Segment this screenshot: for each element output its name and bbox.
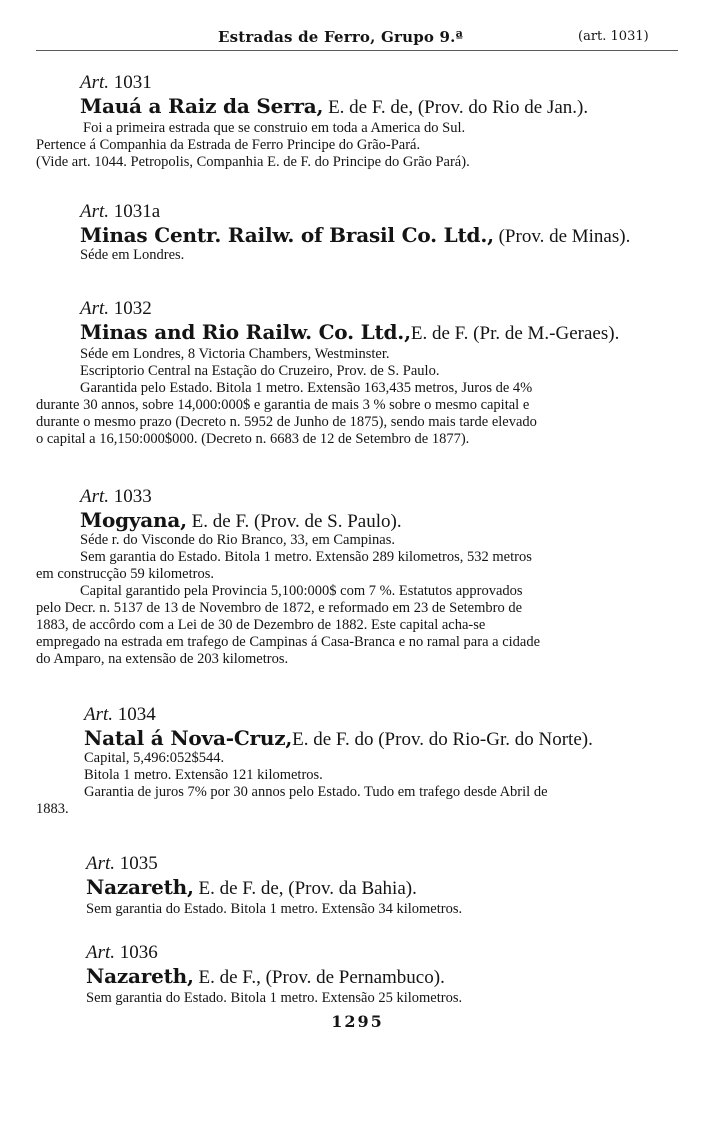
entry-heading — [84, 726, 593, 751]
entry-text-line: Sem garantia do Estado. Bitola 1 metro. Extensão 34 kilometros. — [86, 901, 463, 917]
railway-location: E. de F. de, (Prov. da Bahia). — [193, 878, 417, 899]
entry-text-line: empregado na estrada em trafego de Campinas á Casa-Branca e no ramal para a cidade — [36, 634, 541, 650]
running-head-article-ref: (art. 1031) — [578, 29, 649, 44]
entry-text-line: Capital garantido pela Provincia 5,100:000$ com 7 %. Estatutos approvados — [80, 583, 523, 599]
entry-text-line: Séde r. do Visconde do Rio Branco, 33, em Campinas. — [80, 532, 395, 548]
railway-name: Minas and Rio Railw. Co. Ltd., — [80, 320, 411, 344]
entry-text-line: do Amparo, na extensão de 203 kilometros. — [36, 651, 289, 667]
article-number: Art. 1032 — [80, 298, 152, 319]
article-number: Art. 1031a — [80, 201, 161, 222]
railway-name: Nazareth, — [86, 875, 194, 899]
entry-text-line: Sem garantia do Estado. Bitola 1 metro. Extensão 25 kilometros. — [86, 990, 463, 1006]
entry-text-line: Foi a primeira estrada que se construio em toda a America do Sul. — [83, 120, 466, 136]
railway-name: Natal á Nova-Cruz, — [84, 726, 293, 750]
entry-text-line: Garantia de juros 7% por 30 annos pelo Estado. Tudo em trafego desde Abril de — [84, 784, 548, 800]
page-number: 1295 — [331, 1012, 384, 1031]
entry-text-line: Bitola 1 metro. Extensão 121 kilometros. — [84, 767, 323, 783]
railway-name: Mogyana, — [80, 508, 187, 532]
header-rule — [36, 50, 678, 51]
entry-text-line: Pertence á Companhia da Estrada de Ferro Principe do Grão-Pará. — [36, 137, 421, 153]
entry-text-line: Capital, 5,496:052$544. — [84, 750, 225, 766]
railway-location: E. de F. de, (Prov. do Rio de Jan.). — [323, 97, 589, 118]
entry-text-line: Sem garantia do Estado. Bitola 1 metro. Extensão 289 kilometros, 532 metros — [80, 549, 532, 565]
railway-name: Nazareth, — [86, 964, 194, 988]
entry-heading — [80, 320, 619, 345]
article-number: Art. 1031 — [80, 72, 152, 93]
article-number: Art. 1033 — [80, 486, 152, 507]
entry-text-line: Escriptorio Central na Estação do Cruzeiro, Prov. de S. Paulo. — [80, 363, 440, 379]
running-head-title: Estradas de Ferro, Grupo 9.ª — [218, 28, 464, 46]
article-number: Art. 1035 — [86, 853, 158, 874]
entry-text-line: 1883. — [36, 801, 69, 817]
entry-heading — [80, 223, 630, 248]
entry-heading — [80, 94, 588, 119]
entry-text-line: Séde em Londres, 8 Victoria Chambers, Westminster. — [80, 346, 390, 362]
railway-name: Mauá a Raiz da Serra, — [80, 94, 324, 118]
railway-name: Minas Centr. Railw. of Brasil Co. Ltd., — [80, 223, 494, 247]
railway-location: E. de F. do (Prov. do Rio-Gr. do Norte). — [292, 729, 593, 750]
entry-heading — [86, 964, 445, 989]
entry-text-line: em construcção 59 kilometros. — [36, 566, 214, 582]
entry-text-line: Garantida pelo Estado. Bitola 1 metro. Extensão 163,435 metros, Juros de 4% — [80, 380, 533, 396]
entry-heading — [86, 875, 417, 900]
railway-location: E. de F. (Prov. de S. Paulo). — [186, 511, 402, 532]
entry-text-line: durante 30 annos, sobre 14,000:000$ e garantia de mais 3 % sobre o mesmo capital e — [36, 397, 530, 413]
entry-heading — [80, 508, 402, 533]
entry-text-line: Séde em Londres. — [80, 247, 185, 263]
railway-location: E. de F. (Pr. de M.-Geraes). — [410, 323, 620, 344]
railway-location: E. de F., (Prov. de Pernambuco). — [193, 967, 445, 988]
entry-text-line: 1883, de accôrdo com a Lei de 30 de Dezembro de 1882. Este capital acha-se — [36, 617, 486, 633]
running-head — [0, 28, 715, 52]
entry-text-line: o capital a 16,150:000$000. (Decreto n. 6683 de 12 de Setembro de 1877). — [36, 431, 470, 447]
railway-location: (Prov. de Minas). — [493, 226, 631, 247]
article-number: Art. 1034 — [84, 704, 156, 725]
entry-text-line: durante o mesmo prazo (Decreto n. 5952 de Junho de 1875), sendo mais tarde elevado — [36, 414, 537, 430]
entry-text-line: pelo Decr. n. 5137 de 13 de Novembro de 1872, e reformado em 23 de Setembro de — [36, 600, 523, 616]
entry-text-line: (Vide art. 1044. Petropolis, Companhia E. de F. do Principe do Grão Pará). — [36, 154, 470, 170]
article-number: Art. 1036 — [86, 942, 158, 963]
